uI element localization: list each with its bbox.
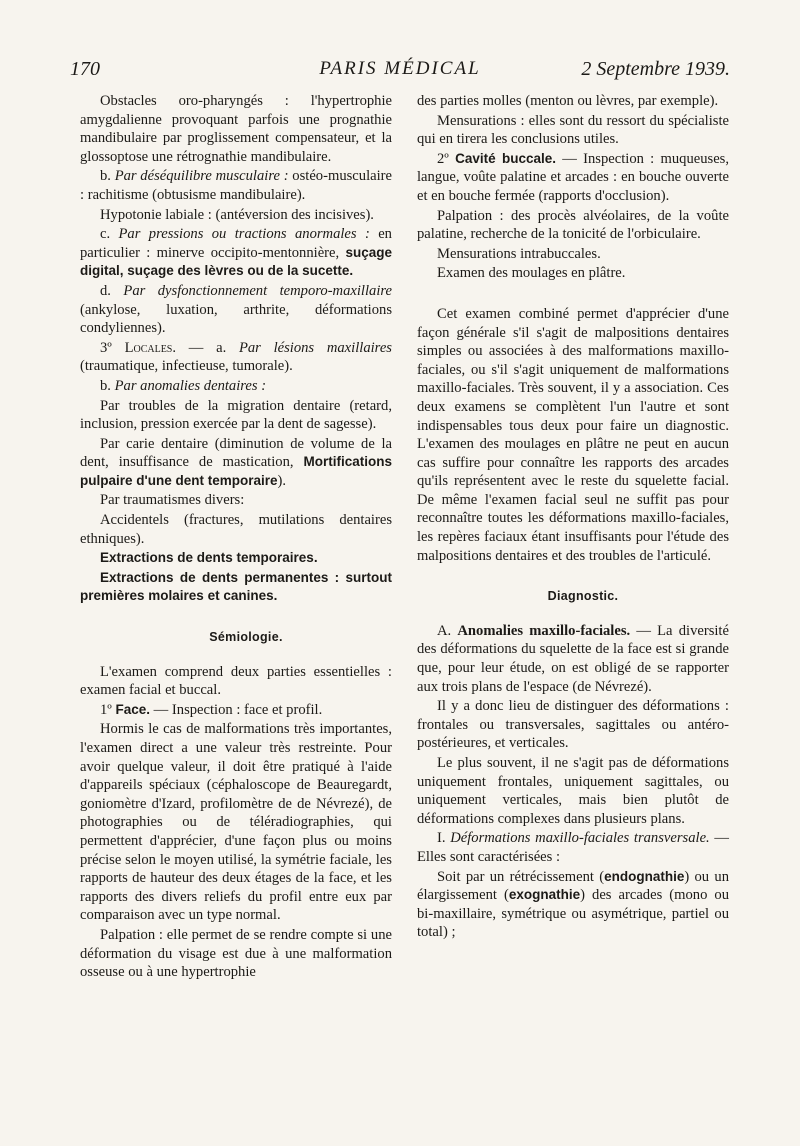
paragraph: Par traumatismes divers: [100,492,245,509]
paragraph: b. Par déséquilibre musculaire : ostéo-musculaire : rachitisme (obtusisme mandibulaire). [80,168,392,203]
paragraph: Mensurations : elles sont du ressort du spécialiste qui en tirera les conclusions utiles. [417,112,729,148]
paragraph: Obstacles oro-pharyngés : l'hypertrophie amygdalienne provoquant parfois une prognathie mandibulaire par proglissement compensateur, et la glossoptose une rétrognathie mandibulaire. [80,93,392,165]
paragraph: 1º Face. — Inspection : face et profil. [100,701,323,718]
paragraph: des parties molles (menton ou lèvres, par exemple). [417,93,719,109]
paragraph: Extractions de dents temporaires. [100,550,318,566]
paragraph: Mensurations intrabuccales. [437,245,601,262]
running-title: PARIS MÉDICAL [319,58,481,79]
paragraph: Par carie dentaire (diminution de volume de la dent, insuffisance de mastication, Mortifications pulpaire d'une dent temporaire). [80,435,392,489]
paragraph: c. Par pressions ou tractions anormales : en particulier : minerve occipito-mentonnière, suçage digital, suçage des lèvres ou de la sucette. [80,226,392,279]
paragraph: Examen des moulages en plâtre. [437,265,626,282]
paragraph: L'examen comprend deux parties essentielles : examen facial et buccal. [80,663,392,699]
page-header [70,58,730,88]
paragraph: d. Par dysfonctionnement temporo-maxillaire (ankylose, luxation, arthrite, déformations condyliennes). [80,282,393,337]
paragraph: Le plus souvent, il ne s'agit pas de déformations uniquement frontales, uniquement sagittales, ou uniquement verticales, mais bien plutôt de déformations complexes dans plusieurs plans. [417,755,729,827]
paragraph: 3º Locales. — a. Par lésions maxillaires (traumatique, infectieuse, tumorale). [80,339,392,375]
paragraph: Hypotonie labiale : (antéversion des incisives). [100,206,374,223]
paragraph: Accidentels (fractures, mutilations dentaires ethniques). [80,512,392,547]
page-number: 170 [70,58,100,80]
paragraph: Cet examen combiné permet d'apprécier d'une façon générale s'il s'agit de malpositions dentaires simples ou associées à des malformations maxillo-faciales, ou s'il s'agit uniquement de malformations maxillo-faciales. Très souvent, il y a association. Ces deux examens se complètent l'un l'autre et sont indispensables tous deux pour faire un diagnostic. L'examen des moulages en plâtre ne peut en aucun cas suffire pour connaître les rapports des arcades qu'ils représentent avec le reste du squelette facial. De même l'examen facial seul ne suffit pas pour reconnaître toutes les déformations maxillo-faciales, les repères faciaux étant insuffisants pour l'étude des malpositions dentaires et des troubles de l'articulé. [417,305,729,564]
issue-date: 2 Septembre 1939. [581,58,730,80]
left-column [80,92,392,982]
paragraph: Extractions de dents permanentes : surtout premières molaires et canines. [80,569,392,604]
right-column [417,92,729,942]
paragraph: Il y a donc lieu de distinguer des déformations : frontales ou transversales, sagittales ou antéro-postérieures, et verticales. [417,698,729,752]
paragraph: Par troubles de la migration dentaire (retard, inclusion, pression exercée par la dent de sagesse). [80,397,392,433]
section-heading: Diagnostic. [547,589,619,604]
paragraph: I. Déformations maxillo-faciales transversale. — Elles sont caractérisées : [417,830,729,865]
paragraph: Soit par un rétrécissement (endognathie) ou un élargissement (exognathie) des arcades (mono ou bi-maxillaire, symétrique ou asymétrique, partiel ou total) ; [417,868,730,941]
paragraph: Hormis le cas de malformations très importantes, l'examen direct a une valeur très restreinte. Pour avoir quelque valeur, il doit être pratiqué à l'aide d'appareils spéciaux (céphaloscope de Beauregardt, goniomètre d'Izard, profilomètre de de Névrezé), de photographies ou de téléradiographies, qui permettent d'apprécier, d'une façon plus ou moins précise selon le moyen utilisé, la symétrie faciale, les rapports de hauteur des deux étages de la face, et les rapports des divers reliefs du profil entre eux par comparaison avec un type normal. [80,721,392,924]
paragraph: b. Par anomalies dentaires : [100,377,267,394]
paragraph: A. Anomalies maxillo-faciales. — La diversité des déformations du squelette de la face est si grande que, pour leur étude, on est obligé de se rapporter aux trois plans de l'espace (de Névrezé). [417,622,729,695]
paragraph: Palpation : des procès alvéolaires, de la voûte palatine, recherche de la tonicité de l'orbiculaire. [417,207,729,243]
section-heading: Sémiologie. [209,630,283,645]
paragraph: Palpation : elle permet de se rendre compte si une déformation du visage est due à une malformation osseuse ou à une hypertrophie [80,926,392,981]
paragraph: 2º Cavité buccale. — Inspection : muqueuses, langue, voûte palatine et arcades : en bouche ouverte et en bouche fermée (rapports d'occlusion). [417,150,730,204]
